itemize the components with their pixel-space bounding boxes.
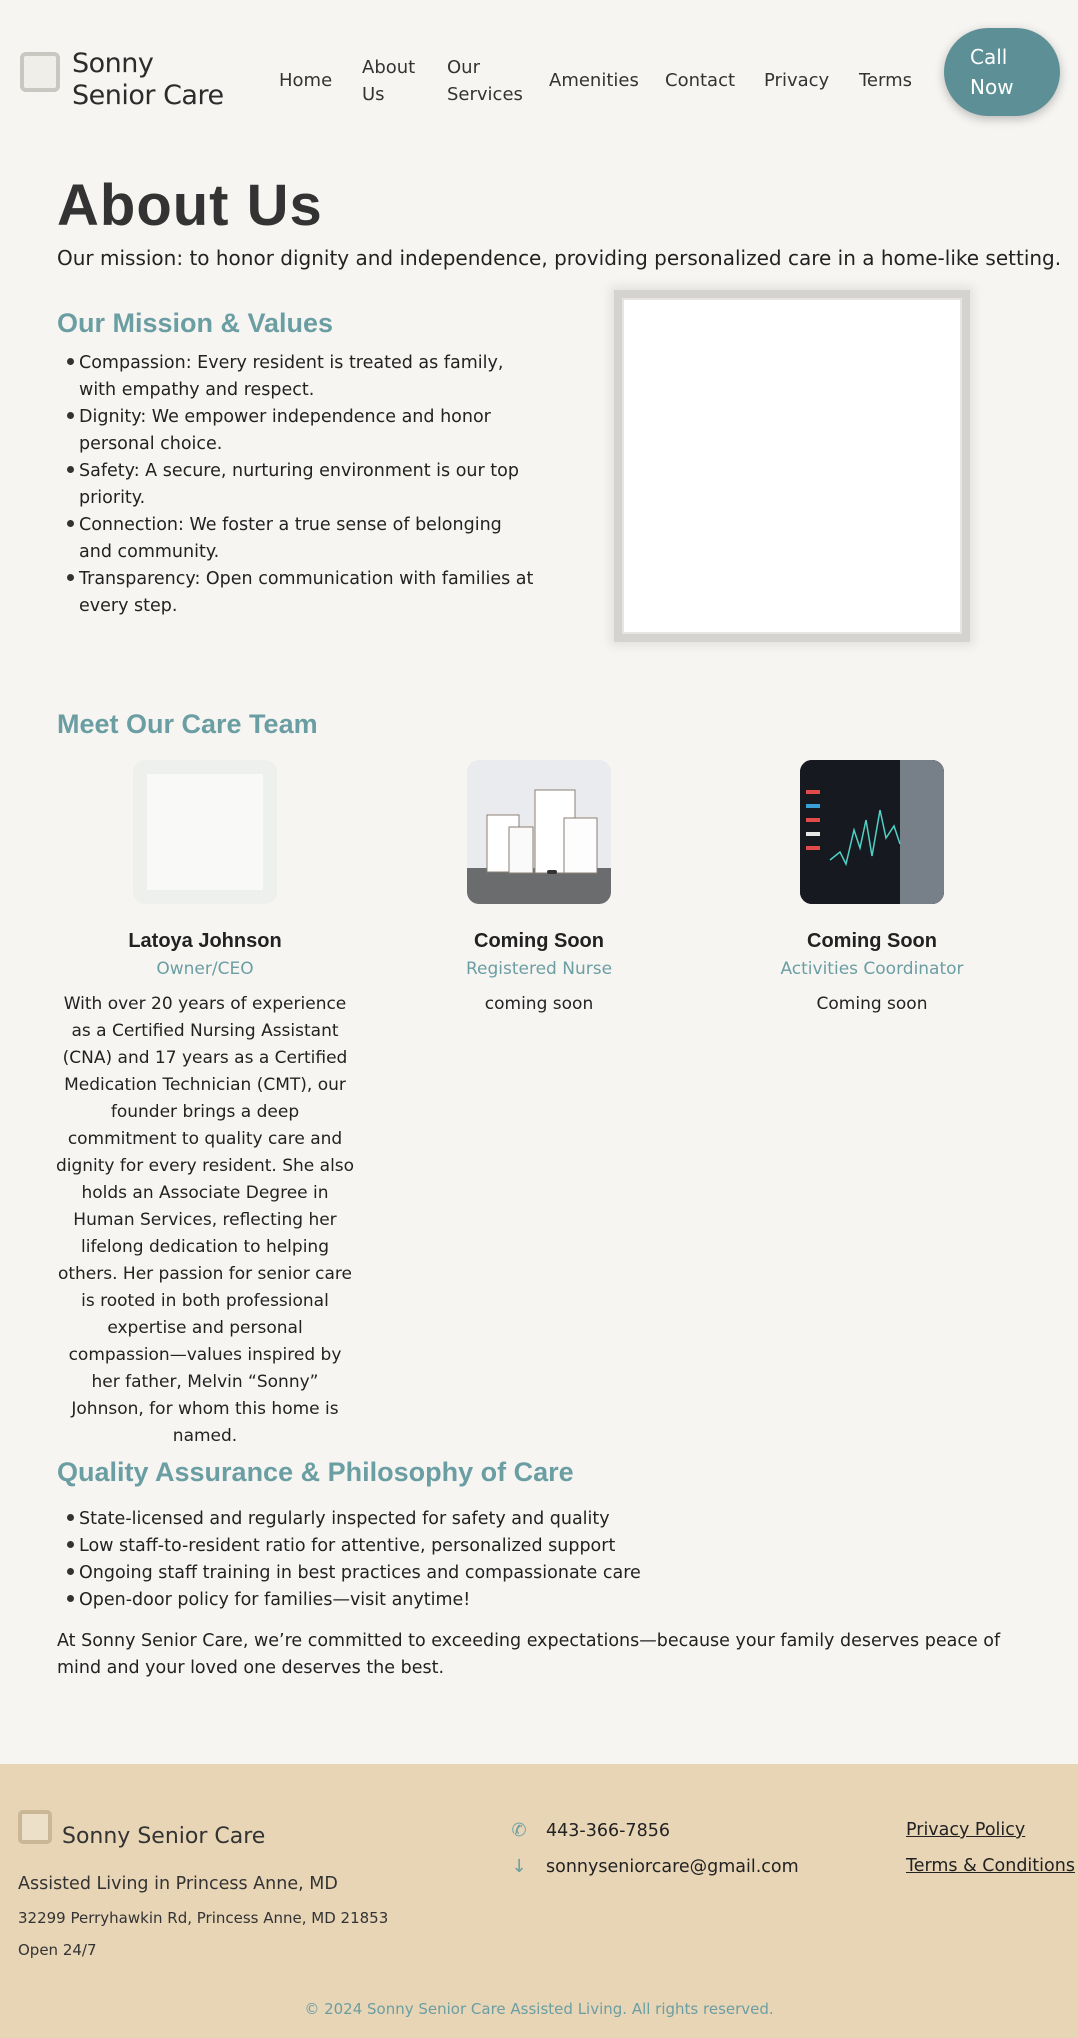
footer-logo-icon <box>18 1810 52 1844</box>
page-title: About Us <box>57 173 323 238</box>
arrow-down-icon: ↓ <box>511 1856 527 1877</box>
frames-photo-icon <box>467 760 611 904</box>
call-now-button[interactable] <box>944 28 1060 116</box>
phone-icon: ✆ <box>511 1820 527 1841</box>
list-item: Safety: A secure, nurturing environment is our top priority. <box>57 458 537 512</box>
footer-tagline: Assisted Living in Princess Anne, MD <box>18 1874 338 1894</box>
list-item: Low staff-to-resident ratio for attentive, personalized support <box>57 1533 757 1560</box>
team-photo <box>467 760 611 904</box>
values-list <box>57 350 537 620</box>
nav-about-us[interactable]: About Us <box>362 57 416 105</box>
call-now-label: Call Now <box>970 45 1014 99</box>
list-item: Open-door policy for families—visit anytime! <box>57 1587 757 1614</box>
list-item: Ongoing staff training in best practices and compassionate care <box>57 1560 757 1587</box>
stock-chart-photo-icon <box>800 760 944 904</box>
footer-brand: Sonny Senior Care <box>62 1824 266 1849</box>
team-bio: With over 20 years of experience as a Certified Nursing Assistant (CNA) and 17 years as a Certified Medication Technician (CMT), our founder brings a deep commitment to quality care and dignity for every resident. She also holds an Associate Degree in Human Services, reflecting her lifelong dedication to helping others. Her passion for senior care is rooted in both professional expertise and personal compassion—values inspired by her father, Melvin “Sonny” Johnson, for whom this home is named. <box>55 994 355 1446</box>
site-footer <box>0 1764 1078 2038</box>
mission-image <box>614 290 970 642</box>
nav-amenities[interactable]: Amenities <box>549 70 639 91</box>
team-card <box>55 760 355 1450</box>
nav-terms[interactable]: Terms <box>859 70 913 91</box>
list-item: Dignity: We empower independence and honor personal choice. <box>57 404 537 458</box>
closing-statement: At Sonny Senior Care, we’re committed to exceeding expectations—because your family deserves peace of mind and your loved one deserves the best. <box>57 1631 1001 1678</box>
list-item: Compassion: Every resident is treated as family, with empathy and respect. <box>57 350 537 404</box>
team-name: Latoya Johnson <box>128 930 282 952</box>
team-photo <box>133 760 277 904</box>
copyright: © 2024 Sonny Senior Care Assisted Living. All rights reserved. <box>304 2000 774 2018</box>
footer-hours: Open 24/7 <box>18 1941 97 1959</box>
image-placeholder <box>622 298 962 634</box>
team-role: Registered Nurse <box>465 959 613 979</box>
footer-email-row[interactable] <box>508 1856 799 1877</box>
nav-privacy[interactable]: Privacy <box>764 70 830 91</box>
nav-home[interactable]: Home <box>279 70 333 91</box>
terms-link[interactable]: Terms & Conditions <box>906 1856 1075 1876</box>
site-header <box>0 0 1078 140</box>
list-item: Transparency: Open communication with families at every step. <box>57 566 537 620</box>
team-title: Meet Our Care Team <box>57 709 318 739</box>
mission-statement: Our mission: to honor dignity and independence, providing personalized care in a home-like setting. <box>57 246 1062 270</box>
team-role: Activities Coordinator <box>780 959 964 979</box>
quality-list <box>57 1506 757 1614</box>
team-name: Coming Soon <box>807 930 937 952</box>
photo-placeholder <box>147 774 263 890</box>
team-name: Coming Soon <box>474 930 604 952</box>
team-card <box>389 760 689 1018</box>
footer-phone[interactable]: 443-366-7856 <box>546 1820 670 1841</box>
values-title: Our Mission & Values <box>57 308 334 338</box>
team-photo <box>800 760 944 904</box>
list-item: State-licensed and regularly inspected for safety and quality <box>57 1506 757 1533</box>
footer-phone-row[interactable] <box>508 1820 670 1841</box>
team-card <box>722 760 1022 1018</box>
footer-address: 32299 Perryhawkin Rd, Princess Anne, MD 21853 <box>18 1909 389 1927</box>
nav-our-services[interactable]: Our Services <box>447 57 523 105</box>
team-bio: Coming soon <box>816 994 928 1014</box>
nav-contact[interactable]: Contact <box>665 70 736 91</box>
team-role: Owner/CEO <box>156 959 254 979</box>
list-item: Connection: We foster a true sense of belonging and community. <box>57 512 537 566</box>
privacy-policy-link[interactable]: Privacy Policy <box>906 1820 1026 1840</box>
team-bio: coming soon <box>484 994 594 1014</box>
footer-email[interactable]: sonnyseniorcare@gmail.com <box>546 1856 799 1877</box>
logo-square-icon[interactable] <box>20 52 60 92</box>
quality-title: Quality Assurance & Philosophy of Care <box>57 1457 574 1487</box>
brand-name[interactable]: Sonny Senior Care <box>72 48 224 111</box>
